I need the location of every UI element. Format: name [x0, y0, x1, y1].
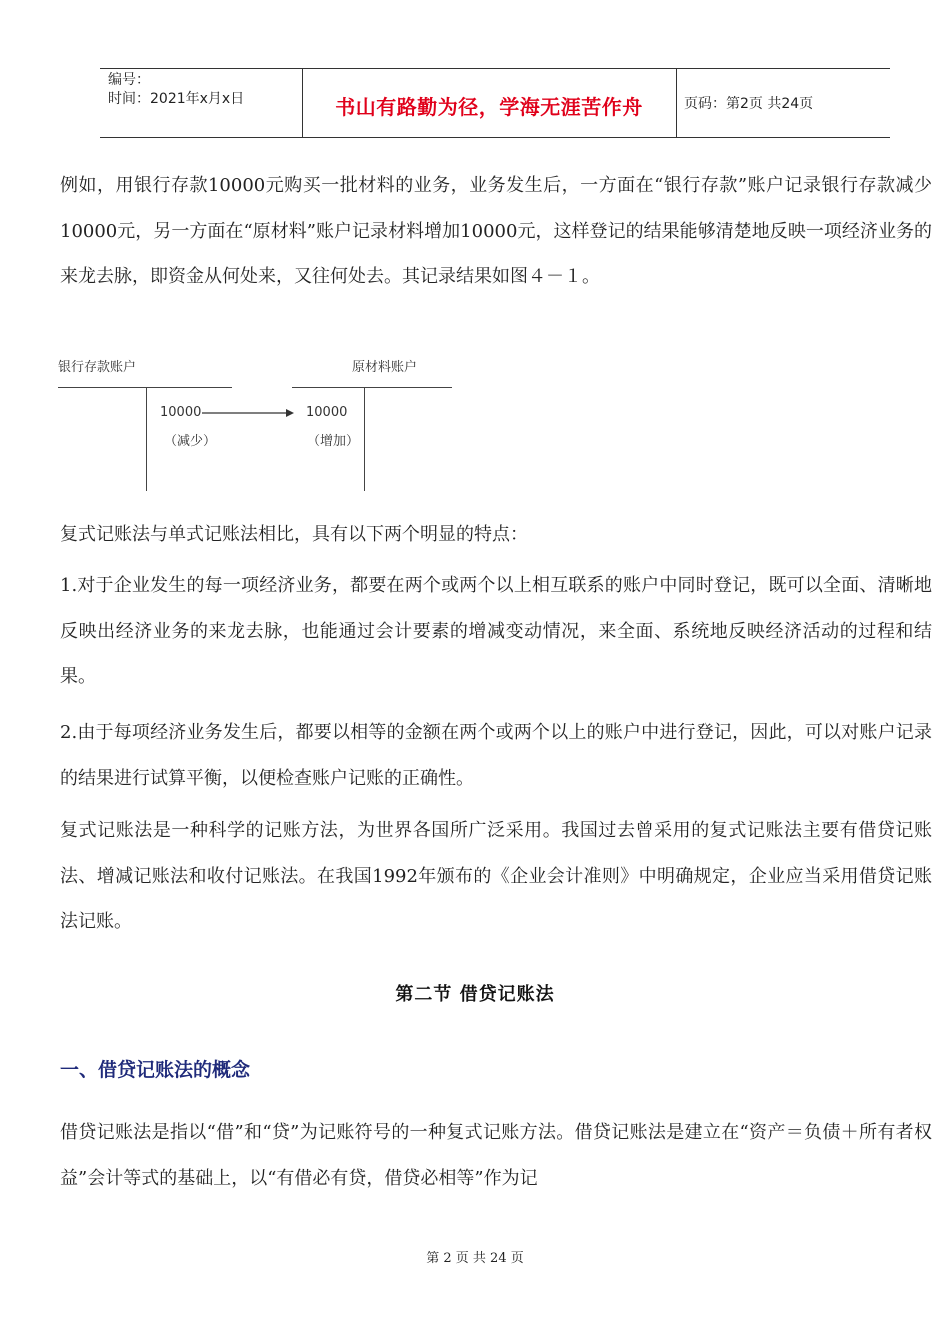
- right-account-title: 原材料账户: [352, 360, 418, 375]
- page-footer: 第 2 页 共 24 页: [426, 1251, 524, 1266]
- document-header: [100, 68, 890, 138]
- right-amount: 10000: [306, 405, 348, 420]
- right-account-top-line: [292, 387, 452, 388]
- paragraph-feature-2: 2.由于每项经济业务发生后，都要以相等的金额在两个或两个以上的账户中进行登记，因此，可以对账户记录的结果进行试算平衡，以便检查账户记账的正确性。: [60, 722, 932, 789]
- paragraph-features-intro: 复式记账法与单式记账法相比，具有以下两个明显的特点：: [60, 524, 528, 545]
- left-amount: 10000: [160, 405, 202, 420]
- left-account-top-line: [58, 387, 232, 388]
- left-account-divider: [146, 387, 147, 491]
- subsection-title: 一、借贷记账法的概念: [60, 1059, 251, 1081]
- header-page-label: 页码：第2页 共24页: [684, 96, 814, 112]
- left-note: （减少）: [164, 434, 217, 449]
- paragraph-definition: 借贷记账法是指以“借”和“贷”为记账符号的一种复式记账方法。借贷记账法是建立在“资产＝负债＋所有者权益”会计等式的基础上，以“有借必有贷，借贷必相等”作为记: [60, 1122, 932, 1189]
- code-label: 编号：: [108, 72, 150, 88]
- header-left-cell: [108, 71, 244, 109]
- time-label: 时间：2021年x月x日: [108, 91, 245, 107]
- right-note: （增加）: [307, 434, 360, 449]
- paragraph-example: 例如，用银行存款10000元购买一批材料的业务，业务发生后，一方面在“银行存款”账户记录银行存款减少10000元，另一方面在“原材料”账户记录材料增加10000元，这样登记的结果能够清楚地反映一项经济业务的来龙去脉，即资金从何处来，又往何处去。其记录结果如图４－１。: [60, 175, 932, 287]
- paragraph-feature-1: 1.对于企业发生的每一项经济业务，都要在两个或两个以上相互联系的账户中同时登记，既可以全面、清晰地反映出经济业务的来龙去脉，也能通过会计要素的增减变动情况，来全面、系统地反映经济活动的过程和结果。: [60, 575, 932, 687]
- transfer-arrow-icon: [200, 405, 296, 421]
- header-divider: [676, 69, 677, 137]
- section-title: 第二节 借贷记账法: [395, 984, 555, 1005]
- right-account-divider: [364, 387, 365, 491]
- left-account-title: 银行存款账户: [58, 360, 137, 375]
- paragraph-adoption: 复式记账法是一种科学的记账方法，为世界各国所广泛采用。我国过去曾采用的复式记账法主要有借贷记账法、增减记账法和收付记账法。在我国1992年颁布的《企业会计准则》中明确规定，企业应当采用借贷记账法记账。: [60, 820, 932, 932]
- header-motto: 书山有路勤为径，学海无涯苦作舟: [335, 95, 643, 119]
